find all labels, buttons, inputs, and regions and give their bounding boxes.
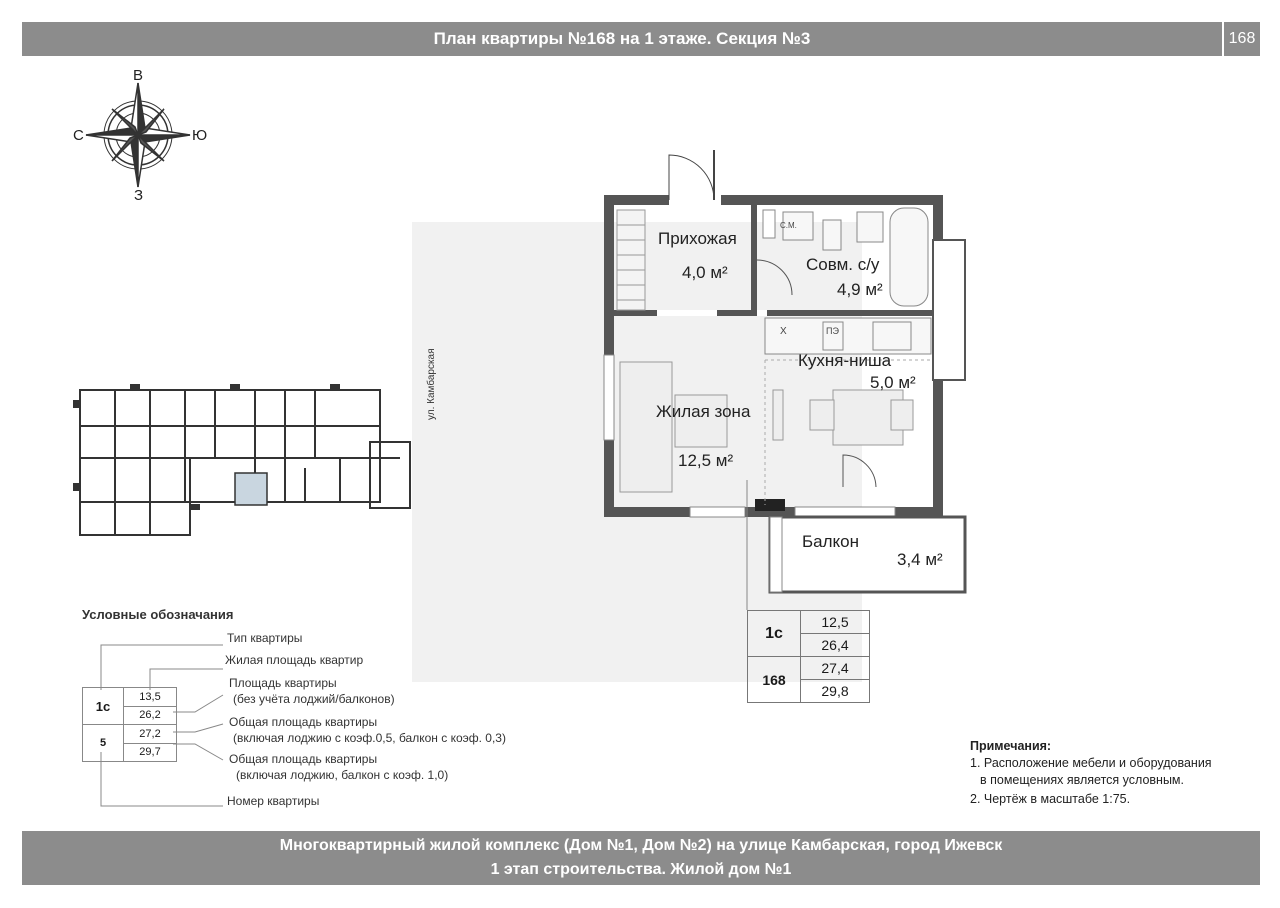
apartment-area-table [747, 610, 870, 703]
notes-line1: 1. Расположение мебели и оборудования [970, 756, 1212, 770]
legend-v2: 26,2 [124, 706, 177, 725]
notes-line1b: в помещениях является условным. [980, 773, 1184, 787]
bathroom-name: Совм. с/у [806, 255, 880, 274]
page-title-bar [22, 22, 1222, 56]
washer-label: С.М. [780, 221, 797, 230]
hallway-name: Прихожая [658, 229, 737, 248]
page-title: План квартиры №168 на 1 этаже. Секция №3 [433, 29, 811, 48]
compass-west: С [73, 127, 84, 144]
legend-label-area1b: (без учёта лоджий/балконов) [233, 692, 395, 706]
notes-line2: 2. Чертёж в масштабе 1:75. [970, 792, 1131, 806]
living-area: 12,5 м² [678, 451, 734, 470]
legend-type: 1с [83, 688, 124, 725]
hallway-area: 4,0 м² [682, 263, 728, 282]
apartment-number: 168 [748, 657, 801, 703]
street-label: ул. Камбарская [426, 348, 437, 420]
legend-label-living: Жилая площадь квартир [225, 653, 364, 667]
fridge-label: Х [780, 326, 787, 337]
total-area-coef-value: 27,4 [801, 657, 870, 680]
footer-bar [22, 831, 1260, 885]
legend-v3: 27,2 [124, 725, 177, 744]
legend-label-area1: Площадь квартиры [229, 676, 337, 690]
area-no-balcony-value: 26,4 [801, 634, 870, 657]
legend-v1: 13,5 [124, 688, 177, 707]
legend-number: 5 [83, 725, 124, 762]
page-number: 168 [1224, 22, 1260, 56]
legend-label-area2: Общая площадь квартиры [229, 715, 378, 729]
compass-north: В [133, 67, 144, 84]
balcony-area: 3,4 м² [897, 550, 943, 569]
living-area-value: 12,5 [801, 611, 870, 634]
footer-line2: 1 этап строительства. Жилой дом №1 [490, 861, 792, 878]
kitchen-name: Кухня-ниша [798, 351, 892, 370]
stove-label: ПЭ [826, 326, 839, 336]
compass-east: Ю [192, 127, 208, 144]
legend-label-area2b: (включая лоджию с коэф.0,5, балкон с коэф. 0,3) [233, 731, 506, 745]
bathroom-area: 4,9 м² [837, 280, 883, 299]
total-area-full-value: 29,8 [801, 680, 870, 703]
footer-line1: Многоквартирный жилой комплекс (Дом №1, Дом №2) на улице Камбарская, город Ижевск [279, 837, 1003, 854]
legend-label-type: Тип квартиры [227, 631, 303, 645]
notes-title: Примечания: [970, 739, 1052, 753]
apartment-type: 1с [748, 611, 801, 657]
balcony-name: Балкон [802, 532, 860, 551]
legend-label-area3b: (включая лоджию, балкон с коэф. 1,0) [236, 768, 449, 782]
living-name: Жилая зона [656, 402, 751, 421]
highlighted-apartment [235, 473, 267, 505]
legend-title: Условные обозначания [82, 607, 234, 622]
compass-south: З [134, 187, 144, 204]
kitchen-area: 5,0 м² [870, 373, 916, 392]
section-key-plan [70, 378, 415, 543]
legend-label-area3: Общая площадь квартиры [229, 752, 378, 766]
legend-sample-table [82, 687, 177, 762]
legend-v4: 29,7 [124, 743, 177, 762]
floor-plan [595, 130, 975, 610]
legend-label-number: Номер квартиры [227, 794, 320, 808]
